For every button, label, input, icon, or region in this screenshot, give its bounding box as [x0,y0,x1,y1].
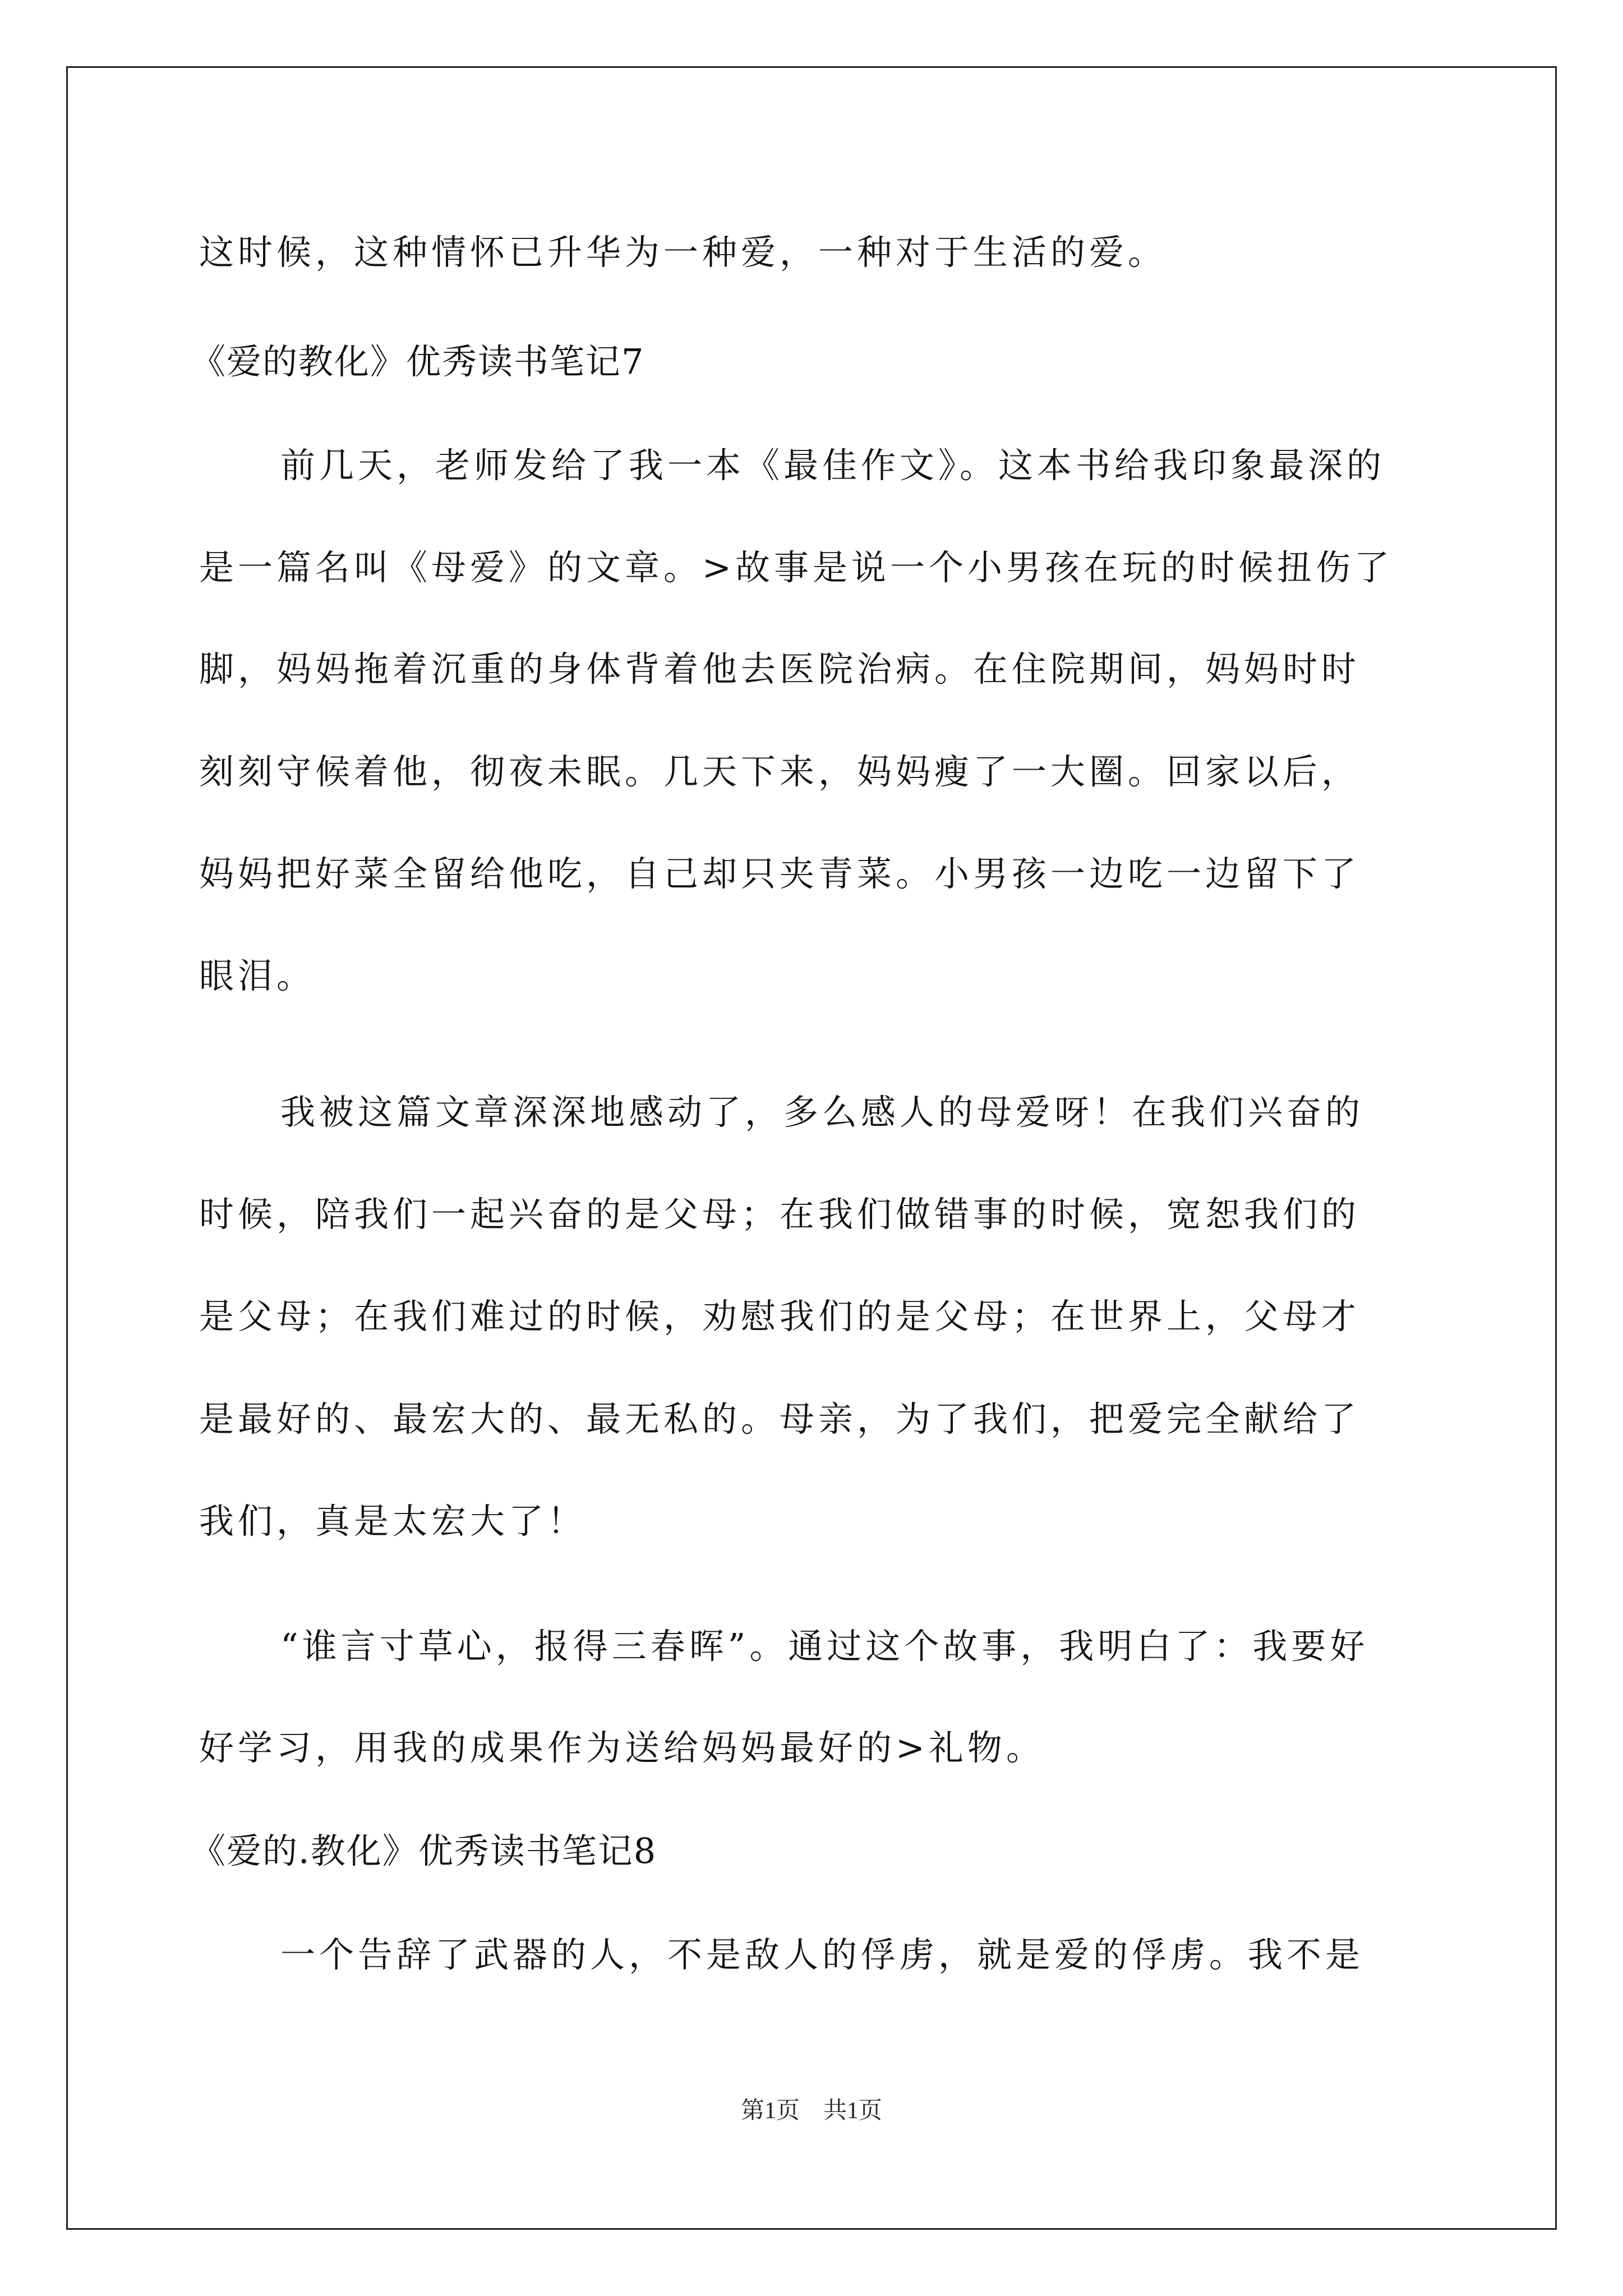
body-line: 时候，陪我们一起兴奋的是父母；在我们做错事的时候，宽恕我们的 [199,1194,1361,1235]
body-line: 前几天，老师发给了我一本《最佳作文》。这本书给我印象最深的 [280,445,1386,486]
body-line: 刻刻守候着他，彻夜未眠。几天下来，妈妈瘦了一大圈。回家以后， [199,751,1361,792]
body-line: “谁言寸草心，报得三春晖”。通过这个故事，我明白了：我要好 [280,1626,1369,1667]
body-line: 是最好的、最宏大的、最无私的。母亲，为了我们，把爱完全献给了 [199,1398,1361,1439]
section-heading: 《爱的教化》优秀读书笔记7 [191,341,645,382]
body-line: 我们，真是太宏大了！ [199,1501,587,1542]
body-line: 这时候，这种情怀已升华为一种爱，一种对于生活的爱。 [199,232,1167,273]
body-line: 好学习，用我的成果作为送给妈妈最好的>礼物。 [199,1727,1045,1768]
body-line: 脚，妈妈拖着沉重的身体背着他去医院治病。在住院期间，妈妈时时 [199,648,1361,689]
page-footer: 第1页 共1页 [740,2098,882,2124]
body-line: 妈妈把好菜全留给他吃，自己却只夹青菜。小男孩一边吃一边留下了 [199,853,1361,894]
page-border [66,66,1557,2230]
body-line: 是一篇名叫《母爱》的文章。>故事是说一个小男孩在玩的时候扭伤了 [199,547,1393,588]
body-line: 一个告辞了武器的人，不是敌人的俘虏，就是爱的俘虏。我不是 [280,1934,1364,1975]
section-heading: 《爱的.教化》优秀读书笔记8 [191,1830,657,1871]
body-line: 是父母；在我们难过的时候，劝慰我们的是父母；在世界上，父母才 [199,1296,1361,1337]
body-line: 我被这篇文章深深地感动了，多么感人的母爱呀！在我们兴奋的 [280,1092,1364,1133]
body-line: 眼泪。 [199,955,316,996]
